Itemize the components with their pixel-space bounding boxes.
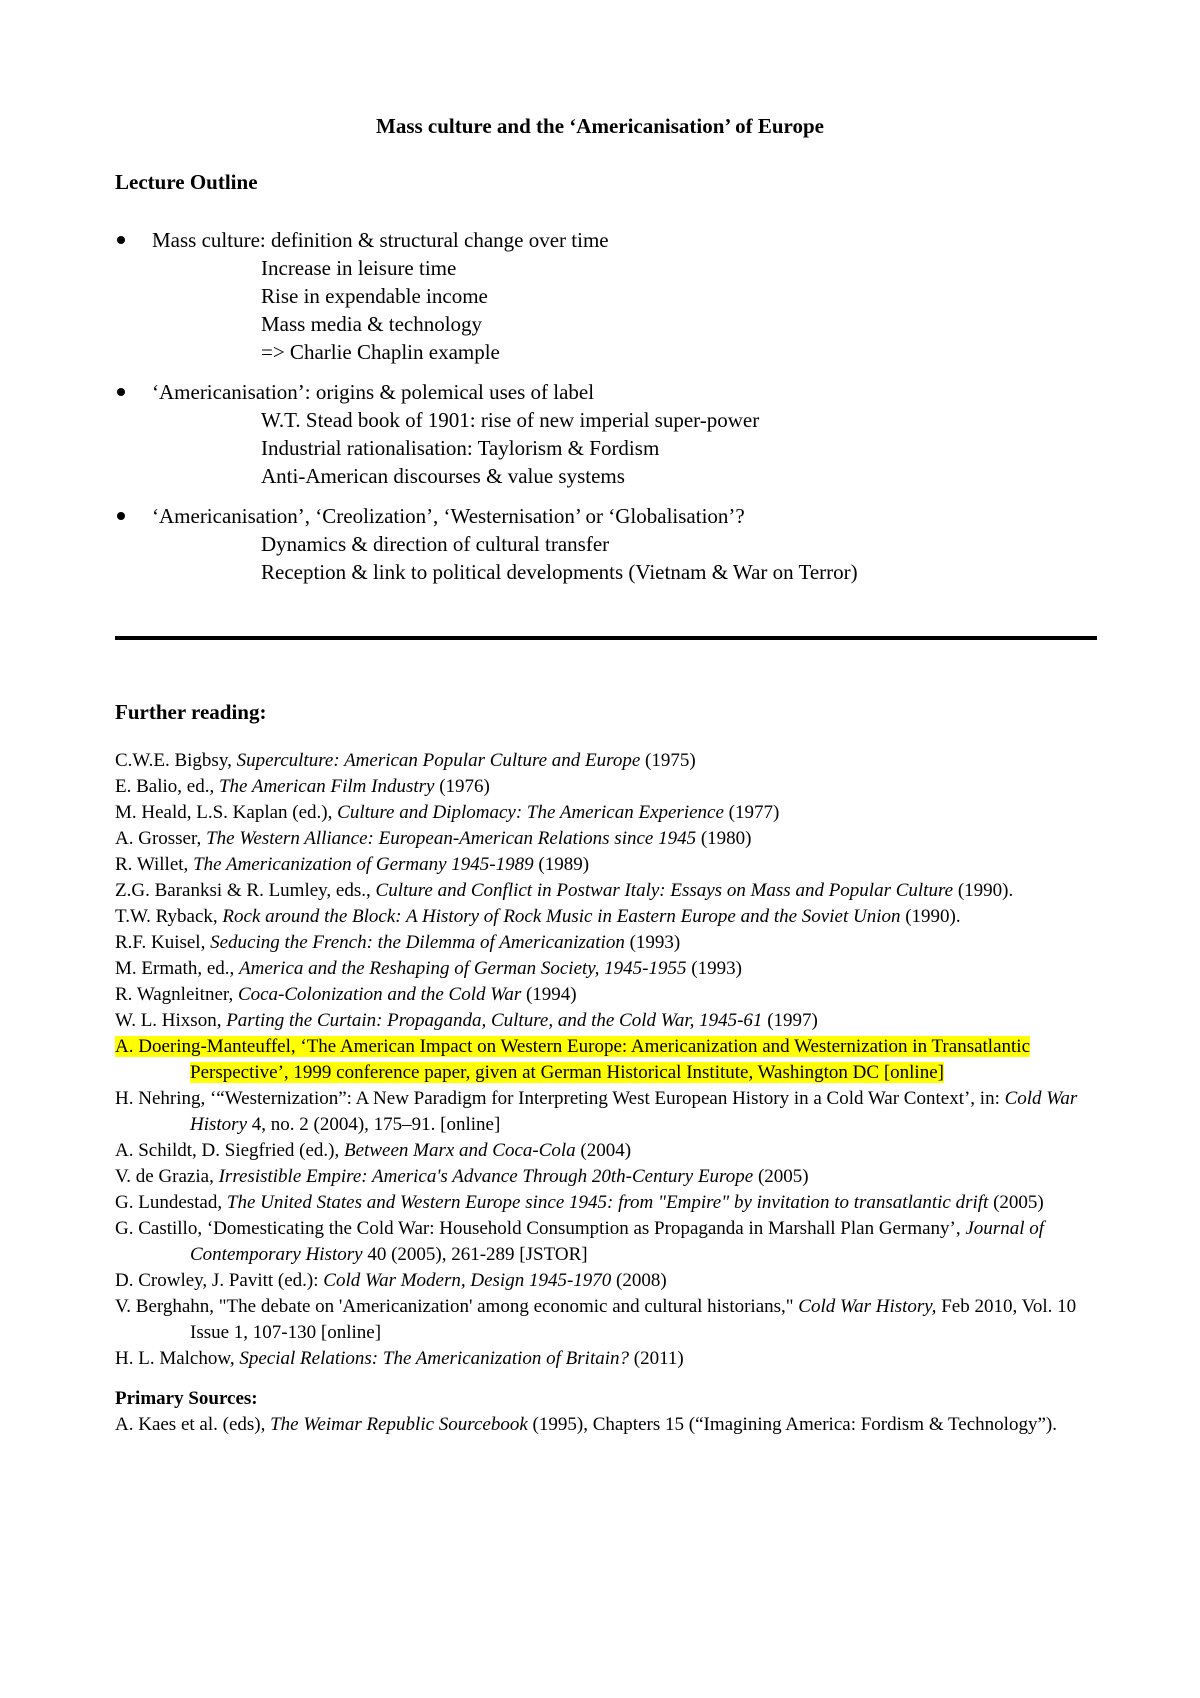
reference-text: A. Doering-Manteuffel, ‘The American Impact on Western Europe: Americanization and Westernization in Transatlantic Perspective’, 1999 conference paper, given at German Historical Institute, Washington DC [online] [115, 1036, 1030, 1083]
reference-details: (2005) [753, 1166, 809, 1187]
reference-title: The Western Alliance: European-American Relations since 1945 [206, 828, 697, 849]
reference-text: G. Castillo, ‘Domesticating the Cold War: Household Consumption as Propaganda in Marshall Plan Germany’, [115, 1218, 966, 1239]
outline-point-text: Mass culture: definition & structural change over time [152, 228, 609, 252]
reference-entry [115, 904, 1100, 930]
reference-title: Parting the Curtain: Propaganda, Culture, and the Cold War, 1945-61 [226, 1010, 763, 1031]
bullet-icon [117, 512, 125, 520]
reference-entry [115, 1164, 1100, 1190]
lecture-outline-heading: Lecture Outline [115, 170, 258, 194]
reference-title: Between Marx and Coca-Cola [344, 1140, 576, 1161]
outline-point [115, 378, 1115, 406]
reference-title: Culture and Conflict in Postwar Italy: Essays on Mass and Popular Culture [375, 880, 954, 901]
reference-entry [115, 878, 1100, 904]
reference-text: A. Grosser, [115, 828, 207, 849]
outline-point [115, 502, 1115, 530]
reference-details: (1977) [723, 802, 780, 823]
reference-details: 4, no. 2 (2004), 175–91. [online] [247, 1114, 501, 1135]
references-section [115, 748, 1100, 1438]
reference-text: E. Balio, ed., [115, 776, 219, 797]
outline-subpoint: => Charlie Chaplin example [261, 340, 500, 364]
bullet-icon [117, 236, 125, 244]
reference-text: G. Lundestad, [115, 1192, 227, 1213]
reference-details: (1975) [640, 750, 696, 771]
reference-entry [115, 982, 1100, 1008]
outline-subpoint: Increase in leisure time [261, 256, 457, 280]
reference-details: (1993) [686, 958, 742, 979]
reference-text: R.F. Kuisel, [115, 932, 211, 953]
reference-text: C.W.E. Bigbsy, [115, 750, 237, 771]
reference-title: Coca-Colonization and the Cold War [237, 984, 522, 1005]
reference-title: Journal of Contemporary History [190, 1218, 1045, 1265]
outline-group [115, 226, 1115, 366]
reference-details: Feb 2010, Vol. 10 Issue 1, 107-130 [online] [190, 1296, 1077, 1343]
section-divider [115, 636, 1097, 640]
reference-title: The United States and Western Europe since 1945: from "Empire" by invitation to transatlantic drift [226, 1192, 989, 1213]
reference-details: (1997) [762, 1010, 818, 1031]
outline-subpoint: W.T. Stead book of 1901: rise of new imperial super-power [261, 408, 760, 432]
reference-title: Cold War History, [798, 1296, 937, 1317]
reference-details: (1994) [521, 984, 577, 1005]
reference-entry [115, 852, 1100, 878]
reference-entry [115, 1008, 1100, 1034]
reference-entry [115, 774, 1100, 800]
reference-details: (1989) [533, 854, 590, 875]
outline-subpoint: Anti-American discourses & value systems [261, 464, 625, 488]
outline-group [115, 502, 1115, 586]
reference-entry [115, 930, 1100, 956]
reference-entry [115, 1346, 1100, 1372]
reference-details: (2011) [629, 1348, 684, 1369]
reference-entry [115, 1138, 1100, 1164]
reference-title: The Weimar Republic Sourcebook [270, 1414, 528, 1435]
reference-details: (1990). [900, 906, 961, 927]
reference-entry [115, 1412, 1100, 1438]
reference-details: (2008) [611, 1270, 667, 1291]
reference-title: The American Film Industry [218, 776, 435, 797]
outline-subpoint: Dynamics & direction of cultural transfer [261, 532, 610, 556]
reference-entry [115, 1268, 1100, 1294]
reference-text: Z.G. Baranksi & R. Lumley, eds., [115, 880, 376, 901]
reference-entry [115, 1034, 1100, 1086]
outline-subpoint: Reception & link to political developments (Vietnam & War on Terror) [261, 560, 858, 584]
outline-point-text: ‘Americanisation’, ‘Creolization’, ‘Westernisation’ or ‘Globalisation’? [152, 504, 745, 528]
reference-details: (2004) [575, 1140, 632, 1161]
further-reading-list [115, 748, 1100, 1372]
reference-title: Irresistible Empire: America's Advance Through 20th-Century Europe [218, 1166, 754, 1187]
reference-text: D. Crowley, J. Pavitt (ed.): [115, 1270, 324, 1291]
reference-title: Seducing the French: the Dilemma of Americanization [210, 932, 625, 953]
reference-text: A. Kaes et al. (eds), [115, 1414, 271, 1435]
reference-entry [115, 1216, 1100, 1268]
outline-point-text: ‘Americanisation’: origins & polemical uses of label [152, 380, 595, 404]
reference-title: Cold War History [190, 1088, 1078, 1135]
bullet-icon [117, 388, 125, 396]
reference-text: W. L. Hixson, [115, 1010, 227, 1031]
reference-text: H. Nehring, ‘“Westernization”: A New Paradigm for Interpreting West European History in a Cold War Context’, in: [115, 1088, 1005, 1109]
reference-title: Culture and Diplomacy: The American Experience [337, 802, 724, 823]
reference-text: M. Ermath, ed., [115, 958, 240, 979]
primary-sources-heading: Primary Sources: [115, 1388, 258, 1409]
reference-text: R. Wagnleitner, [115, 984, 238, 1005]
reference-entry [115, 748, 1100, 774]
reference-details: 40 (2005), 261-289 [JSTOR] [362, 1244, 588, 1265]
reference-text: V. de Grazia, [115, 1166, 219, 1187]
outline-group [115, 378, 1115, 490]
reference-details: (1990). [953, 880, 1014, 901]
reference-text: T.W. Ryback, [115, 906, 223, 927]
reference-title: America and the Reshaping of German Society, 1945-1955 [239, 958, 687, 979]
reference-title: Superculture: American Popular Culture and Europe [236, 750, 641, 771]
lecture-outline-list [115, 226, 1115, 598]
outline-subpoint: Rise in expendable income [261, 284, 488, 308]
reference-title: Cold War Modern, Design 1945-1970 [323, 1270, 612, 1291]
reference-text: A. Schildt, D. Siegfried (ed.), [115, 1140, 345, 1161]
reference-text: V. Berghahn, "The debate on 'Americanization' among economic and cultural historians," [115, 1296, 799, 1317]
reference-details: (1993) [624, 932, 681, 953]
outline-subpoint: Industrial rationalisation: Taylorism & Fordism [261, 436, 660, 460]
reference-entry [115, 956, 1100, 982]
reference-details: (1980) [696, 828, 752, 849]
reference-entry [115, 1294, 1100, 1346]
reference-title: Special Relations: The Americanization of Britain? [239, 1348, 629, 1369]
reference-entry [115, 1190, 1100, 1216]
reference-details: (1976) [434, 776, 490, 797]
reference-text: M. Heald, L.S. Kaplan (ed.), [115, 802, 338, 823]
reference-details: (2005) [988, 1192, 1044, 1213]
outline-point [115, 226, 1115, 254]
reference-entry [115, 826, 1100, 852]
outline-subpoint: Mass media & technology [261, 312, 483, 336]
reference-details: (1995), Chapters 15 (“Imagining America: Fordism & Technology”). [527, 1414, 1057, 1435]
reference-entry [115, 800, 1100, 826]
further-reading-heading: Further reading: [115, 700, 267, 724]
reference-text: R. Willet, [115, 854, 194, 875]
reference-title: Rock around the Block: A History of Rock Music in Eastern Europe and the Soviet Union [222, 906, 901, 927]
reference-entry [115, 1086, 1100, 1138]
document-title: Mass culture and the ‘Americanisation’ of Europe [376, 114, 824, 138]
primary-sources-list [115, 1412, 1100, 1438]
reference-text: H. L. Malchow, [115, 1348, 240, 1369]
reference-title: The Americanization of Germany 1945-1989 [193, 854, 534, 875]
